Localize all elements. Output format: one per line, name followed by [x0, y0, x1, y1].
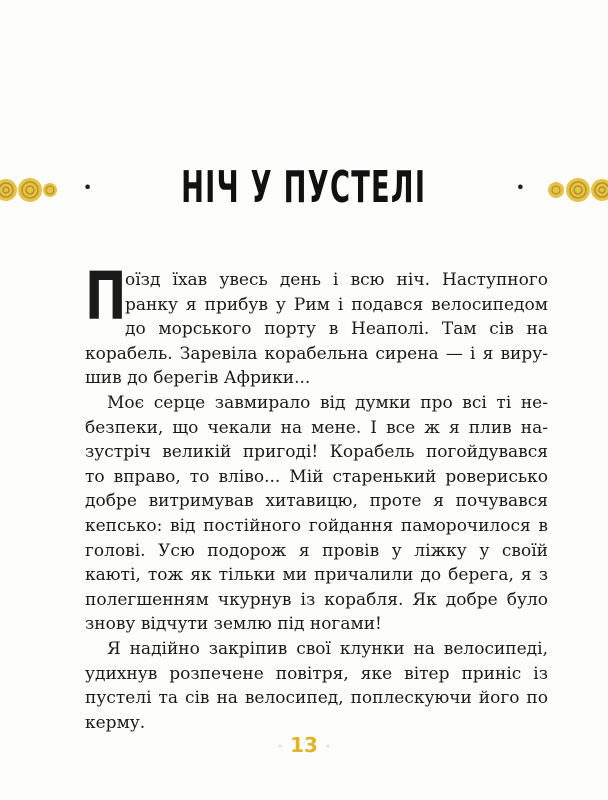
- chapter-title: НІЧ У ПУСТЕЛІ: [181, 162, 427, 213]
- page-number: 13: [290, 733, 318, 757]
- paragraph-3: Я надійно закріпив свої клунки на велосипеді, удихнув розпечене повітря, яке вітер приніс із пустелі та сів на велосипед, поплескуючи його по керму.: [85, 638, 548, 733]
- drop-cap: П: [85, 258, 127, 335]
- page-number-dash-left: -: [278, 738, 283, 752]
- title-bullet-left: •: [82, 177, 93, 197]
- page-number-block: [0, 733, 608, 757]
- paragraph-1-text: оїзд їхав увесь день і всю ніч. Наступного ранку я прибув у Рим і подався велосипедом до морського порту в Неаполі. Там сів на корабель. Заревіла корабельна сирена — і я вирушив до берегів Африки...: [85, 270, 548, 389]
- chapter-heading: [0, 162, 608, 213]
- title-bullet-right: •: [515, 177, 526, 197]
- paragraph-1: [85, 258, 548, 391]
- page-number-dash-right: -: [325, 738, 330, 752]
- paragraph-2: Моє серце завмирало від думки про всі ті небезпеки, що чекали на мене. І все ж я плив назустріч великій пригоді! Корабель погойдувався то вправо, то вліво... Мій старенький ровериськo добре витримував хитавицю, проте я почувався кепсько: від постійного гойдання паморочилося в голові. Усю подорож я провів у ліжку у своїй каюті, тож як тільки ми причалили до берега, я з полегшенням чкурнув із корабля. Як добре було знову відчути землю під ногами!: [85, 392, 548, 635]
- body-text: [85, 258, 548, 735]
